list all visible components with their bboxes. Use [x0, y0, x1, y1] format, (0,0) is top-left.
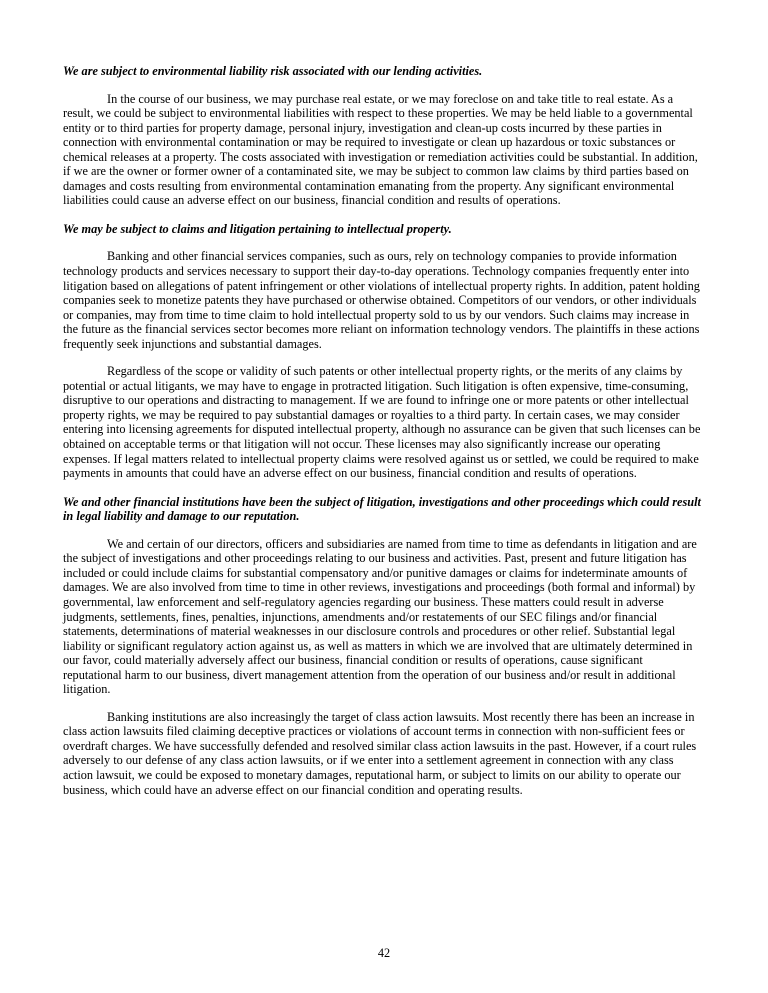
paragraph-environmental-liability: In the course of our business, we may purchase real estate, or we may foreclose on and take title to real estate. As a result, we could be subject to environmental liabilities with respect to these properties. We may be held liable to a governmental entity or to third parties for property damage, personal injury, investigation and clean-up costs incurred by these parties in connection with environmental contamination or may be required to investigate or clean up hazardous or toxic substances or chemical releases at a property. The costs associated with investigation or remediation activities could be substantial. In addition, if we are the owner or former owner of a contaminated site, we may be subject to common law claims by third parties based on damages and costs resulting from environmental contamination emanating from the property. Any significant environmental liabilities could cause an adverse effect on our business, financial condition and results of operations.	[63, 91, 698, 208]
page-footer	[0, 946, 768, 961]
paragraph-litigation-2: Banking institutions are also increasingly the target of class action lawsuits. Most recently there has been an increase in class action lawsuits filed claiming deceptive practices or violations of account terms in connection with non-sufficient fees or overdraft charges. We have successfully defended and resolved similar class action lawsuits in the past. However, if a court rules adversely to our defense of any class action lawsuits, or if we enter into a settlement agreement in connection with any class action lawsuit, we could be exposed to monetary damages, reputational harm, or subject to limits on our ability to operate our business, which could have an adverse effect on our financial condition and operating results.	[63, 709, 697, 797]
risk-heading-litigation-proceedings: We and other financial institutions have been the subject of litigation, investigations and other proceedings which could result in legal liability and damage to our reputation.	[63, 494, 701, 524]
page-number: 42	[377, 946, 391, 961]
paragraph-intellectual-property-1: Banking and other financial services companies, such as ours, rely on technology companies to provide information technology products and services necessary to support their day-to-day operations. Technology companies frequently enter into litigation based on allegations of patent infringement or other violations of intellectual property rights. In addition, patent holding companies seek to monetize patents they have purchased or otherwise obtained. Competitors of our vendors, or other individuals or companies, may from time to time claim to hold intellectual property sold to us by our vendors. Such claims may increase in the future as the financial services sector becomes more reliant on information technology vendors. The plaintiffs in these actions frequently seek injunctions and substantial damages.	[63, 249, 700, 351]
paragraph-intellectual-property-2: Regardless of the scope or validity of such patents or other intellectual property rights, or the merits of any claims by potential or actual litigants, we may have to engage in protracted litigation. Such litigation is often expensive, time-consuming, disruptive to our operations and distracting to management. If we are found to infringe one or more patents or other intellectual property rights, we may be required to pay substantial damages or royalties to a third party. In certain cases, we may consider entering into licensing agreements for disputed intellectual property, although no assurance can be given that such licenses can be obtained on acceptable terms or that litigation will not occur. These licenses may also significantly increase our operating expenses. If legal matters related to intellectual property claims were resolved against us or settled, we could be required to make payments in amounts that could have an adverse effect on our business, financial condition and results of operations.	[63, 364, 701, 481]
risk-heading-environmental-liability: We are subject to environmental liability risk associated with our lending activities.	[63, 64, 483, 78]
risk-heading-intellectual-property: We may be subject to claims and litigation pertaining to intellectual property.	[63, 221, 452, 236]
paragraph-litigation-1: We and certain of our directors, officers and subsidiaries are named from time to time as defendants in litigation and are the subject of investigations and other proceedings relating to our business and activities. Past, present and future litigation has included or could include claims for substantial compensatory and/or punitive damages or claims for indeterminate amounts of damages. We are also involved from time to time in other reviews, investigations and proceedings (both formal and informal) by governmental, law enforcement and self-regulatory agencies regarding our business. These matters could result in adverse judgments, settlements, fines, penalties, injunctions, amendments and/or restatements of our SEC filings and/or financial statements, determinations of material weaknesses in our disclosure controls and procedures or other relief. Substantial legal liability or significant regulatory action against us, as well as matters in which we are involved that are ultimately determined in our favor, could materially adversely affect our business, financial condition or results of operations, cause significant reputational harm to our business, divert management attention from the operation of our business and/or result in additional litigation.	[63, 536, 697, 697]
